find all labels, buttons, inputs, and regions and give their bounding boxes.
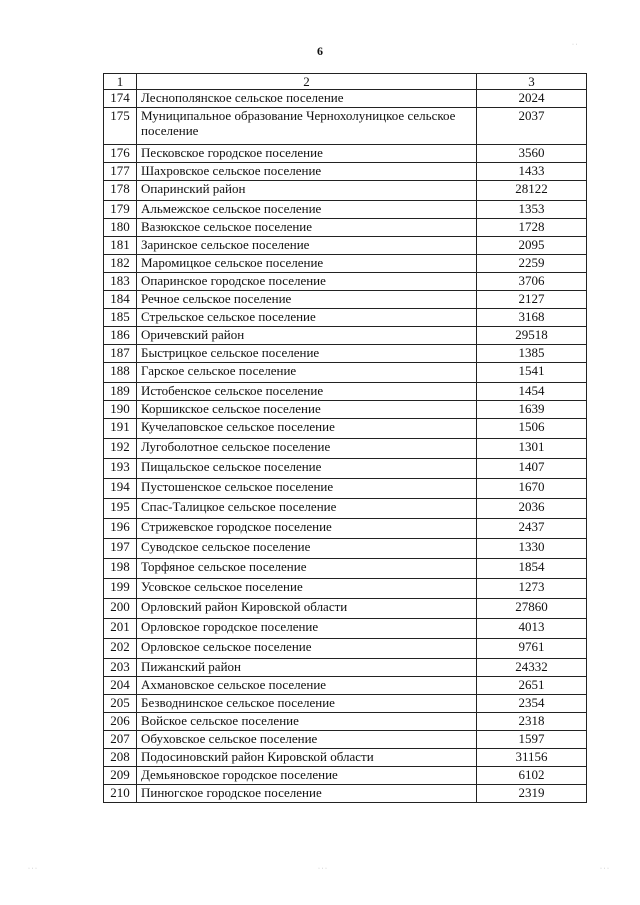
row-value: 3560 <box>477 145 587 163</box>
row-number: 206 <box>104 713 137 731</box>
row-value: 28122 <box>477 181 587 201</box>
row-value: 1433 <box>477 163 587 181</box>
row-value: 2024 <box>477 90 587 108</box>
row-name: Лугоболотное сельское поселение <box>137 439 477 459</box>
table-row <box>104 309 587 327</box>
row-name: Альмежское сельское поселение <box>137 201 477 219</box>
table-row <box>104 345 587 363</box>
table-row <box>104 579 587 599</box>
header-col-3: 3 <box>477 74 587 90</box>
table-row <box>104 255 587 273</box>
row-value: 1854 <box>477 559 587 579</box>
row-value: 29518 <box>477 327 587 345</box>
table-row <box>104 619 587 639</box>
row-number: 195 <box>104 499 137 519</box>
row-number: 192 <box>104 439 137 459</box>
row-name: Орловский район Кировской области <box>137 599 477 619</box>
row-name: Коршикское сельское поселение <box>137 401 477 419</box>
row-name: Стрельское сельское поселение <box>137 309 477 327</box>
row-value: 4013 <box>477 619 587 639</box>
row-name: Усовское сельское поселение <box>137 579 477 599</box>
table-row <box>104 767 587 785</box>
row-value: 1385 <box>477 345 587 363</box>
row-name: Заринское сельское поселение <box>137 237 477 255</box>
row-name: Торфяное сельское поселение <box>137 559 477 579</box>
row-name: Обуховское сельское поселение <box>137 731 477 749</box>
row-number: 182 <box>104 255 137 273</box>
table-row <box>104 163 587 181</box>
table-row <box>104 659 587 677</box>
row-value: 2095 <box>477 237 587 255</box>
table-row <box>104 383 587 401</box>
row-number: 208 <box>104 749 137 767</box>
row-value: 1728 <box>477 219 587 237</box>
row-value: 1330 <box>477 539 587 559</box>
row-number: 204 <box>104 677 137 695</box>
row-number: 183 <box>104 273 137 291</box>
row-value: 1506 <box>477 419 587 439</box>
row-name: Стрижевское городское поселение <box>137 519 477 539</box>
row-name: Быстрицкое сельское поселение <box>137 345 477 363</box>
row-value: 1639 <box>477 401 587 419</box>
row-number: 190 <box>104 401 137 419</box>
table-row <box>104 327 587 345</box>
row-number: 185 <box>104 309 137 327</box>
row-number: 178 <box>104 181 137 201</box>
row-number: 202 <box>104 639 137 659</box>
row-value: 2318 <box>477 713 587 731</box>
row-number: 177 <box>104 163 137 181</box>
row-value: 2437 <box>477 519 587 539</box>
row-number: 187 <box>104 345 137 363</box>
row-number: 181 <box>104 237 137 255</box>
row-value: 2036 <box>477 499 587 519</box>
header-col-2: 2 <box>137 74 477 90</box>
row-name: Гарское сельское поселение <box>137 363 477 383</box>
row-value: 2651 <box>477 677 587 695</box>
row-value: 1301 <box>477 439 587 459</box>
row-name: Пижанский район <box>137 659 477 677</box>
row-name: Истобенское сельское поселение <box>137 383 477 401</box>
row-number: 188 <box>104 363 137 383</box>
table-row <box>104 695 587 713</box>
row-value: 1273 <box>477 579 587 599</box>
row-name: Демьяновское городское поселение <box>137 767 477 785</box>
row-value: 6102 <box>477 767 587 785</box>
row-number: 193 <box>104 459 137 479</box>
row-number: 180 <box>104 219 137 237</box>
row-name: Пищальское сельское поселение <box>137 459 477 479</box>
table-row <box>104 479 587 499</box>
table-row <box>104 539 587 559</box>
row-name: Кучелаповское сельское поселение <box>137 419 477 439</box>
row-value: 27860 <box>477 599 587 619</box>
row-value: 3168 <box>477 309 587 327</box>
table-row <box>104 599 587 619</box>
row-number: 210 <box>104 785 137 803</box>
row-number: 194 <box>104 479 137 499</box>
row-value: 2127 <box>477 291 587 309</box>
row-number: 201 <box>104 619 137 639</box>
row-number: 184 <box>104 291 137 309</box>
row-value: 1597 <box>477 731 587 749</box>
table-row <box>104 749 587 767</box>
row-number: 179 <box>104 201 137 219</box>
row-name: Песковское городское поселение <box>137 145 477 163</box>
row-name: Суводское сельское поселение <box>137 539 477 559</box>
table-row <box>104 237 587 255</box>
row-number: 176 <box>104 145 137 163</box>
row-name: Подосиновский район Кировской области <box>137 749 477 767</box>
table-row <box>104 90 587 108</box>
row-number: 196 <box>104 519 137 539</box>
row-number: 199 <box>104 579 137 599</box>
row-number: 191 <box>104 419 137 439</box>
row-value: 3706 <box>477 273 587 291</box>
table-row <box>104 559 587 579</box>
row-number: 186 <box>104 327 137 345</box>
row-value: 1670 <box>477 479 587 499</box>
row-value: 1353 <box>477 201 587 219</box>
row-name: Опаринское городское поселение <box>137 273 477 291</box>
table-row <box>104 401 587 419</box>
row-number: 175 <box>104 108 137 145</box>
row-number: 197 <box>104 539 137 559</box>
row-value: 2319 <box>477 785 587 803</box>
table-row <box>104 785 587 803</box>
row-number: 174 <box>104 90 137 108</box>
header-col-1: 1 <box>104 74 137 90</box>
table-row <box>104 108 587 145</box>
row-name: Шахровское сельское поселение <box>137 163 477 181</box>
table-header-row <box>104 74 587 90</box>
table-row <box>104 273 587 291</box>
table-row <box>104 731 587 749</box>
row-value: 2037 <box>477 108 587 145</box>
row-value: 31156 <box>477 749 587 767</box>
row-name: Безводнинское сельское поселение <box>137 695 477 713</box>
table-row <box>104 499 587 519</box>
row-number: 205 <box>104 695 137 713</box>
row-value: 1407 <box>477 459 587 479</box>
row-name: Орловское городское поселение <box>137 619 477 639</box>
row-name: Оричевский район <box>137 327 477 345</box>
row-name: Пустошенское сельское поселение <box>137 479 477 499</box>
row-name: Орловское сельское поселение <box>137 639 477 659</box>
row-number: 207 <box>104 731 137 749</box>
row-name: Пинюгское городское поселение <box>137 785 477 803</box>
table-row <box>104 145 587 163</box>
row-value: 9761 <box>477 639 587 659</box>
page-number: 6 <box>317 44 323 58</box>
row-value: 2354 <box>477 695 587 713</box>
table-row <box>104 419 587 439</box>
row-number: 200 <box>104 599 137 619</box>
row-name: Маромицкое сельское поселение <box>137 255 477 273</box>
row-name: Вазюкское сельское поселение <box>137 219 477 237</box>
row-name: Спас-Талицкое сельское поселение <box>137 499 477 519</box>
table-row <box>104 677 587 695</box>
row-name: Ахмановское сельское поселение <box>137 677 477 695</box>
table-row <box>104 219 587 237</box>
row-value: 1454 <box>477 383 587 401</box>
data-table <box>103 73 587 803</box>
row-value: 24332 <box>477 659 587 677</box>
row-number: 189 <box>104 383 137 401</box>
row-number: 203 <box>104 659 137 677</box>
table-row <box>104 639 587 659</box>
table-row <box>104 201 587 219</box>
table-row <box>104 181 587 201</box>
table-row <box>104 519 587 539</box>
table-row <box>104 713 587 731</box>
row-name: Опаринский район <box>137 181 477 201</box>
row-name: Леснополянское сельское поселение <box>137 90 477 108</box>
row-name: Войское сельское поселение <box>137 713 477 731</box>
row-name: Муниципальное образование Чернохолуницкое сельское поселение <box>137 108 477 145</box>
table-row <box>104 291 587 309</box>
row-number: 198 <box>104 559 137 579</box>
row-value: 2259 <box>477 255 587 273</box>
row-name: Речное сельское поселение <box>137 291 477 309</box>
table-row <box>104 459 587 479</box>
table-row <box>104 439 587 459</box>
row-value: 1541 <box>477 363 587 383</box>
table-row <box>104 363 587 383</box>
row-number: 209 <box>104 767 137 785</box>
